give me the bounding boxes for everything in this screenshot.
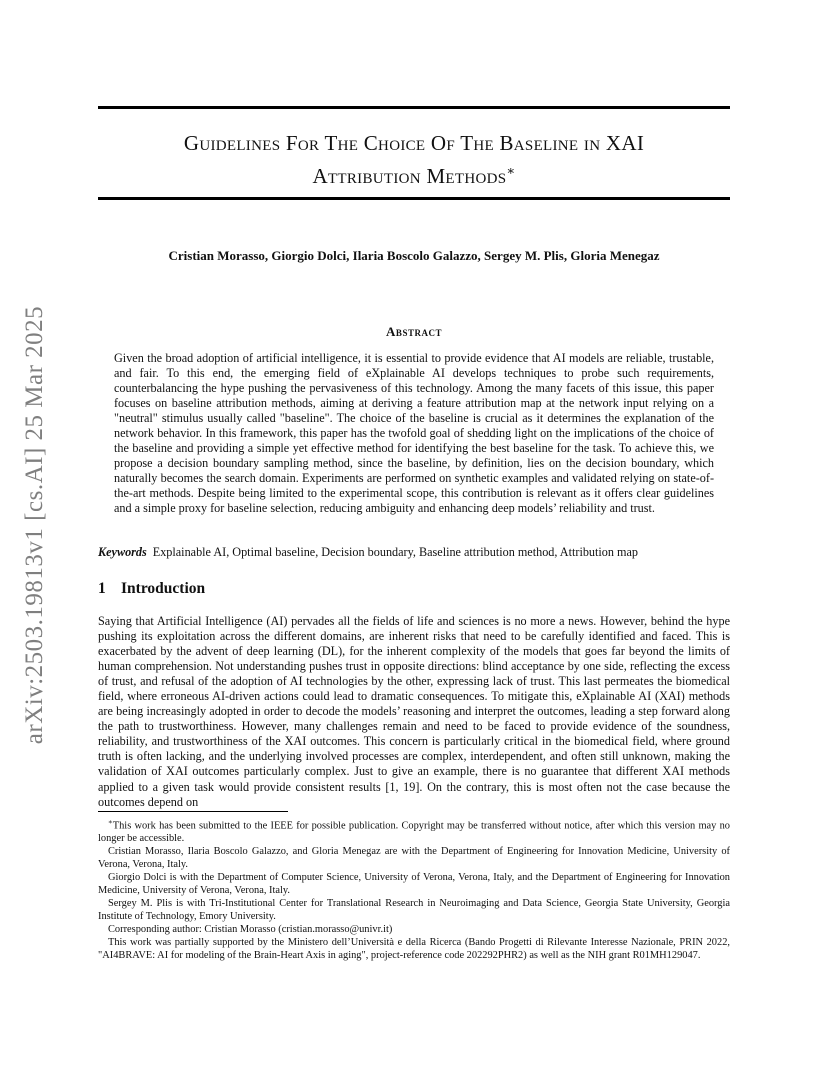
abstract-text: Given the broad adoption of artificial intelligence, it is essential to provide evidence that AI models are reliable, trustable, and fair. To this end, the emerging field of eXplainable AI develops techniques to probe such requirements, counterbalancing the hype pushing the pervasiveness of this technology. Among the many facets of this issue, this paper focuses on baseline attribution methods, aiming at deriving a feature attribution map at the network input relying on a "neutral" stimulus usually called "baseline". The choice of the baseline is crucial as it determines the explanation of the network behavior. In this framework, this paper has the twofold goal of shedding light on the implications of the choice of the baseline and providing a simple yet effective method for identifying the best baseline for the task. To achieve this, we propose a decision boundary sampling method, since the baseline, by definition, lies on the decision boundary, which naturally becomes the search domain. Experiments are performed on synthetic examples and validated relying on state-of-the-art methods. Despite being limited to the experimental scope, this contribution is relevant as it offers clear guidelines and a simple proxy for baseline selection, reducing ambiguity and enhancing deep models’ reliability and trust. (114, 351, 714, 516)
title-rule-top (98, 106, 730, 109)
title-line-2-text: Attribution Methods (312, 164, 507, 188)
title-line-2 (98, 157, 730, 190)
footnote-1 (98, 816, 730, 846)
footnote-6: This work was partially supported by the Ministero dell’Università e della Ricerca (Bando Progetti di Rilevante Interesse Nazionale, PRIN 2022, "AI4BRAVE: AI for modeling of the Brain-Heart Axis in aging", project-reference code 202292PHR2) as well as the NIH grant R01MH129047. (98, 936, 730, 961)
section-title: Introduction (121, 580, 206, 597)
footnotes (98, 816, 730, 962)
footnote-4: Sergey M. Plis is with Tri-Institutional Center for Translational Research in Neuroimaging and Data Science, Georgia State University, Georgia Institute of Technology, Emory University. (98, 897, 730, 922)
arxiv-identifier-stamp (22, 290, 48, 760)
section-number: 1 (98, 580, 106, 597)
section-heading-introduction (98, 580, 730, 598)
keywords-label: Keywords (98, 545, 147, 559)
keywords-line (98, 545, 730, 560)
introduction-paragraph: Saying that Artificial Intelligence (AI) pervades all the fields of life and sciences is no more a news. However, behind the hype pushing its exploitation across the different domains, are inherent risks that need to be carefully identified and faced. This is exacerbated by the advent of deep learning (DL), for the inherent complexity of the models that goes far beyond the limits of human comprehension. Not understanding pushes trust in opposite directions: blind acceptance by one side, reflecting the excess of trust, and refusal of the adoption of AI technologies by the other, expressing lack of trust. This last permeates the biomedical field, where erroneous AI-driven actions could lead to dramatic consequences. To mitigate this, eXplainable AI (XAI) methods are being increasingly adopted in order to decode the models’ reasoning and interpret the outcomes, leading a step forward along the path to trustworthiness. However, many challenges remain and need to be faced to provide evidence of the soundness, reliability, and trustworthiness of the XAI outcomes. This concern is particularly critical in the biomedical field, where ground truth is often lacking, and the underlying involved processes are complex, interdependent, and often still unknown, making the validation of XAI outcomes particularly complex. Just to give an example, there is no guarantee that different XAI methods applied to a given task would provide consistent results [1, 19]. On the contrary, this is most often not the case because the outcomes depend on (98, 614, 730, 809)
paper-title (98, 130, 730, 190)
title-rule-bottom (98, 197, 730, 200)
keywords-text: Explainable AI, Optimal baseline, Decision boundary, Baseline attribution method, Attribution map (152, 545, 639, 559)
abstract-heading: Abstract (386, 324, 442, 339)
arxiv-identifier-text: arXiv:2503.19813v1 [cs.AI] 25 Mar 2025 (21, 305, 48, 745)
footnote-separator (98, 811, 288, 812)
footnote-2: Cristian Morasso, Ilaria Boscolo Galazzo, and Gloria Menegaz are with the Department of Engineering for Innovation Medicine, University of Verona, Verona, Italy. (98, 846, 730, 871)
title-footnote-marker[interactable]: ∗ (506, 163, 516, 178)
title-line-1: Guidelines For The Choice Of The Baseline in XAI (183, 131, 645, 155)
author-list: Cristian Morasso, Giorgio Dolci, Ilaria Boscolo Galazzo, Sergey M. Plis, Gloria Menegaz (168, 248, 660, 263)
footnote-3: Giorgio Dolci is with the Department of Computer Science, University of Verona, Verona, Italy, and the Department of Engineering for Innovation Medicine, University of Verona, Verona, Italy. (98, 872, 730, 896)
footnote-5: Corresponding author: Cristian Morasso (cristian.morasso@univr.it) (108, 923, 393, 935)
footnote-1-text: This work has been submitted to the IEEE for possible publication. Copyright may be transferred without notice, after which this version may no longer be accessible. (98, 820, 730, 845)
footnote-marker: ∗ (108, 818, 113, 826)
